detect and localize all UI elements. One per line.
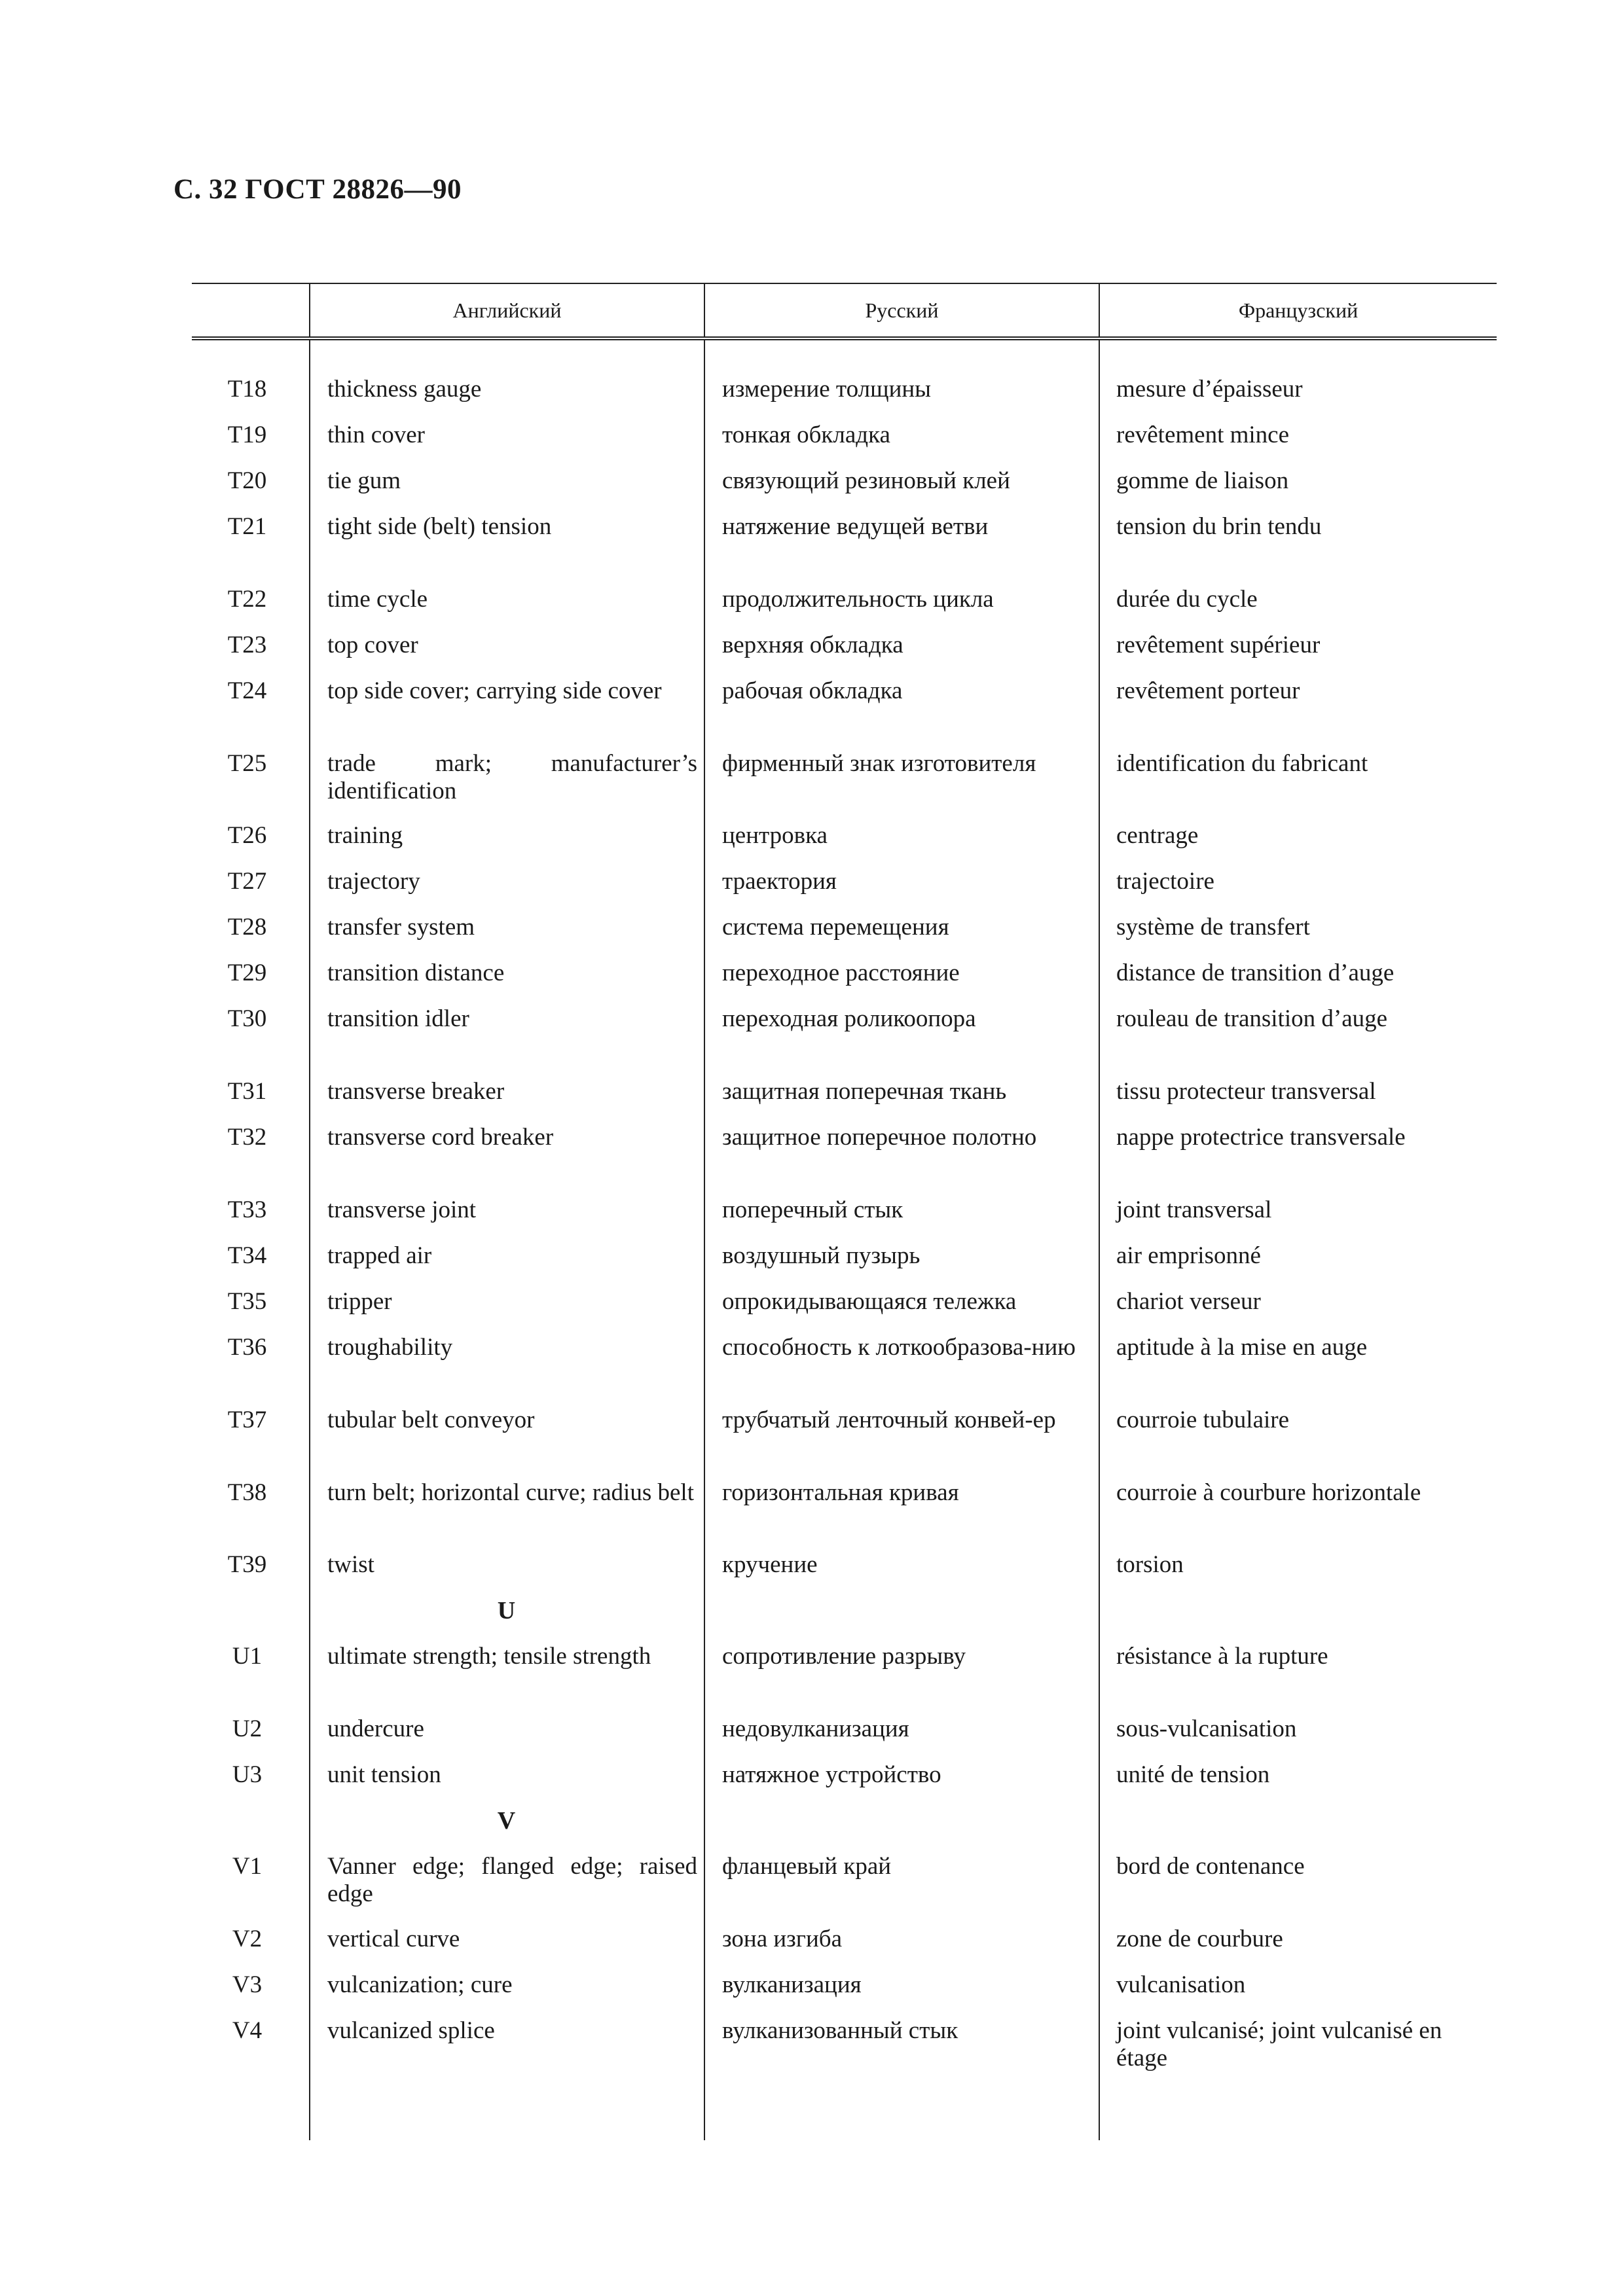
term-russian: измерение толщины [722,376,932,403]
term-french: aptitude à la mise en auge [1116,1334,1368,1361]
term-russian: опрокидывающаяся тележка [722,1288,1017,1315]
term-code: T22 [227,586,267,613]
term-english: vertical curve [327,1926,460,1952]
term-french: revêtement supérieur [1116,632,1321,658]
term-english: top cover [327,632,418,658]
term-french: zone de courbure [1116,1926,1283,1952]
term-code: T35 [227,1288,267,1315]
table-row [192,1971,1497,1999]
term-code: V4 [232,2017,263,2044]
term-russian: способность к лоткообразова-нию [722,1334,1076,1361]
term-code: T24 [227,677,267,704]
term-russian: сопротивление разрыву [722,1643,966,1670]
term-russian: трубчатый ленточный конвей-ер [722,1407,1056,1433]
term-russian: защитное поперечное полотно [722,1124,1037,1151]
term-french: bord de contenance [1116,1853,1305,1880]
term-code: V3 [232,1971,263,1998]
term-code: T29 [227,960,267,986]
term-code: T23 [227,632,267,658]
table-row [192,822,1497,850]
term-russian: тонкая обкладка [722,422,890,448]
term-russian: горизонтальная кривая [722,1479,959,1506]
term-english: twist [327,1551,374,1578]
term-english: thin cover [327,422,425,448]
term-russian: верхняя обкладка [722,632,903,658]
term-english: undercure [327,1715,424,1742]
header-russian: Русский [704,284,1099,336]
term-code: T19 [227,422,267,448]
page-title: С. 32 ГОСТ 28826—90 [173,174,462,205]
term-english: vulcanized splice [327,2017,495,2044]
term-russian: фирменный знак изготовителя [722,750,1036,777]
table-row [192,513,1497,541]
table-row [192,677,1497,705]
table-row [192,1715,1497,1743]
term-english: transverse joint [327,1196,477,1223]
table-row [192,1551,1497,1579]
term-french: air emprisonné [1116,1242,1261,1269]
term-french: joint transversal [1116,1196,1272,1223]
term-russian: траектория [722,868,837,895]
term-english: trajectory [327,868,420,895]
term-code: T33 [227,1196,267,1223]
term-french: mesure d’épaisseur [1116,376,1303,403]
table-row [192,586,1497,613]
term-english: time cycle [327,586,428,613]
table-row [192,422,1497,449]
term-french: tension du brin tendu [1116,513,1322,540]
term-english: turn belt; horizontal curve; radius belt [327,1479,694,1506]
term-english: trapped air [327,1242,432,1269]
term-code: T39 [227,1551,267,1578]
header-french: Французский [1099,284,1497,336]
term-code: T20 [227,467,267,494]
table-row [192,1407,1497,1434]
term-russian: фланцевый край [722,1853,892,1880]
term-code: T32 [227,1124,267,1151]
table-row [192,868,1497,895]
table-body [192,340,1497,2140]
table-row [192,2017,1497,2072]
term-english: tie gum [327,467,401,494]
table-row [192,632,1497,659]
term-code: U3 [232,1761,263,1788]
term-french: distance de transition d’auge [1116,960,1395,986]
term-code: T25 [227,750,267,777]
term-code: T30 [227,1005,267,1032]
term-russian: переходная роликоопора [722,1005,976,1032]
term-english: tripper [327,1288,392,1315]
section-letter: U [497,1597,516,1624]
term-code: T28 [227,914,267,941]
table-row [192,467,1497,495]
term-russian: рабочая обкладка [722,677,903,704]
table-row [192,750,1497,805]
term-french: identification du fabricant [1116,750,1368,777]
term-english: thickness gauge [327,376,482,403]
term-russian: центровка [722,822,828,849]
table-row [192,376,1497,403]
table-row [192,1196,1497,1224]
term-code: T37 [227,1407,267,1433]
term-english: trade mark; manufacturer’s identification [327,750,697,804]
term-french: courroie à courbure horizontale [1116,1479,1421,1506]
term-english: tubular belt conveyor [327,1407,535,1433]
term-russian: вулканизация [722,1971,862,1998]
section-letter: V [497,1807,516,1835]
table-row [192,1643,1497,1670]
term-russian: связующий резиновый клей [722,467,1010,494]
term-french: trajectoire [1116,868,1214,895]
table-row [192,1926,1497,1953]
term-english: tight side (belt) tension [327,513,552,540]
term-french: gomme de liaison [1116,467,1289,494]
term-english: training [327,822,403,849]
term-russian: вулканизованный стык [722,2017,958,2044]
term-french: torsion [1116,1551,1184,1578]
table-row [192,1288,1497,1316]
term-french: système de transfert [1116,914,1310,941]
table-row [192,1761,1497,1789]
term-code: V1 [232,1853,263,1880]
term-french: résistance à la rupture [1116,1643,1328,1670]
term-english: transverse cord breaker [327,1124,554,1151]
term-russian: система перемещения [722,914,949,941]
term-french: unité de tension [1116,1761,1270,1788]
term-french: nappe protectrice transversale [1116,1124,1406,1151]
term-french: centrage [1116,822,1199,849]
term-code: T38 [227,1479,267,1506]
term-code: T27 [227,868,267,895]
term-french: revêtement mince [1116,422,1290,448]
table-row [192,1005,1497,1033]
term-code: V2 [232,1926,263,1952]
term-english: transfer system [327,914,475,941]
term-russian: кручение [722,1551,818,1578]
table-row [192,1334,1497,1361]
table-row [192,1078,1497,1105]
term-english: ultimate strength; tensile strength [327,1643,651,1670]
term-english: transition idler [327,1005,469,1032]
header-code-cell [192,284,309,336]
term-code: T31 [227,1078,267,1105]
term-english: unit tension [327,1761,441,1788]
term-english: troughability [327,1334,453,1361]
term-french: durée du cycle [1116,586,1258,613]
table-row [192,1124,1497,1151]
term-french: courroie tubulaire [1116,1407,1290,1433]
term-french: chariot verseur [1116,1288,1261,1315]
header-english: Английский [309,284,704,336]
term-russian: натяжное устройство [722,1761,941,1788]
term-english: transition distance [327,960,505,986]
term-code: T36 [227,1334,267,1361]
term-code: T18 [227,376,267,403]
term-russian: воздушный пузырь [722,1242,921,1269]
term-code: T34 [227,1242,267,1269]
glossary-table [192,283,1497,2140]
term-english: transverse breaker [327,1078,505,1105]
term-french: sous-vulcanisation [1116,1715,1297,1742]
term-code: T21 [227,513,267,540]
term-english: vulcanization; cure [327,1971,513,1998]
term-french: rouleau de transition d’auge [1116,1005,1388,1032]
term-russian: защитная поперечная ткань [722,1078,1007,1105]
table-header [192,283,1497,340]
term-code: T26 [227,822,267,849]
table-row [192,1242,1497,1270]
term-russian: поперечный стык [722,1196,903,1223]
term-russian: продолжительность цикла [722,586,994,613]
table-row [192,1853,1497,1908]
table-row [192,914,1497,941]
term-code: U1 [232,1643,263,1670]
term-russian: натяжение ведущей ветви [722,513,989,540]
term-french: tissu protecteur transversal [1116,1078,1376,1105]
term-russian: недовулканизация [722,1715,909,1742]
term-french: revêtement porteur [1116,677,1300,704]
term-french: vulcanisation [1116,1971,1246,1998]
table-row [192,960,1497,987]
term-code: U2 [232,1715,263,1742]
term-english: top side cover; carrying side cover [327,677,662,704]
term-russian: переходное расстояние [722,960,960,986]
term-russian: зона изгиба [722,1926,843,1952]
term-french: joint vulcanisé; joint vulcanisé en étage [1116,2017,1442,2072]
table-row [192,1479,1497,1507]
term-english: Vanner edge; flanged edge; raised edge [327,1853,697,1907]
